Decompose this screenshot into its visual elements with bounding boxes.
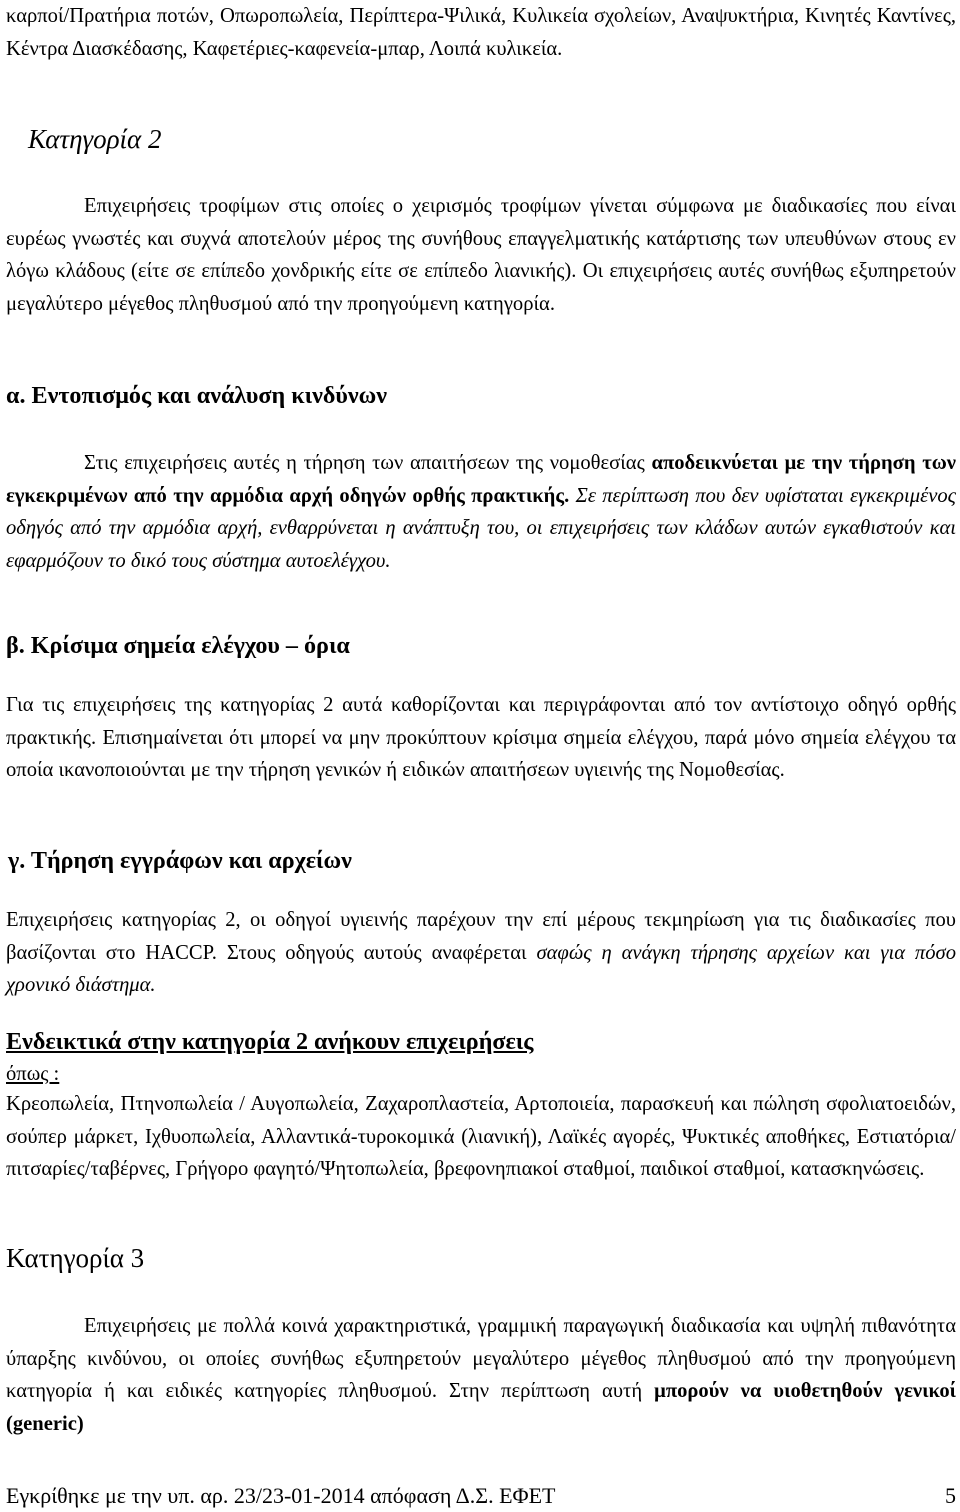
page-footer (6, 1482, 956, 1510)
category-2-paragraph: Επιχειρήσεις τροφίμων στις οποίες ο χειρισμός τροφίμων γίνεται σύμφωνα με διαδικασίες που είναι ευρέως γνωστές και συχνά αποτελούν μέρος της συνήθους επαγγελματικής κατάρτισης των υπευθύνων στους εν λόγω κλάδους (είτε σε επίπεδο χονδρικής είτε σε επίπεδο λιανικής). Οι επιχειρήσεις αυτές συνήθως εξυπηρετούν μεγαλύτερο μέγεθος πληθυσμού από την προηγούμενη κατηγορία. (6, 195, 956, 315)
section-b-paragraph: Για τις επιχειρήσεις της κατηγορίας 2 αυτά καθορίζονται και περιγράφονται από τον αντίστοιχο οδηγό ορθής πρακτικής. Επισημαίνεται ότι μπορεί να μην προκύπτουν κρίσιμα σημεία ελέγχου, παρά μόνο σημεία ελέγχου τα οποία ικανοποιούνται με την τήρηση γενικών ή ειδικών απαιτήσεων υγιεινής της Νομοθεσίας. (6, 694, 956, 781)
examples-2-paragraph: Κρεοπωλεία, Πτηνοπωλεία / Αυγοπωλεία, Ζαχαροπλαστεία, Αρτοποιεία, παρασκευή και πώληση σφολιατοειδών, σούπερ μάρκετ, Ιχθυοπωλεία, Αλλαντικά-τυροκομικά (λιανική), Λαϊκές αγορές, Ψυκτικές αποθήκες, Εστιατόρια/πιτσαρίες/ταβέρνες, Γρήγορο φαγητό/Ψητοπωλεία, βρεφονηπιακοί σταθμοί, παιδικοί σταθμοί, κατασκηνώσεις. (6, 1093, 956, 1180)
section-a-italic-text: Σε περίπτωση που δεν υφίσταται εγκεκριμένος οδηγός από την αρμόδια αρχή, ενθαρρύνεται η ανάπτυξη του, οι επιχειρήσεις των κλάδων αυτών εγκαθιστούν και εφαρμόζουν το δικό τους σύστημα αυτοελέγχου. (6, 484, 956, 572)
examples-2-heading: Ενδεικτικά στην κατηγορία 2 ανήκουν επιχειρήσεις (6, 1029, 534, 1055)
section-b-heading: β. Κρίσιμα σημεία ελέγχου – όρια (6, 633, 350, 659)
category-2-heading: Κατηγορία 2 (28, 124, 162, 154)
section-c-italic-text: σαφώς η ανάγκη τήρησης αρχείων και για πόσο χρονικό διάστημα. (6, 941, 957, 996)
category-3-paragraph (6, 1310, 956, 1440)
category-3-heading: Κατηγορία 3 (6, 1243, 145, 1273)
category-3-bold-text: μπορούν να υιοθετηθούν γενικοί (generic) (6, 1380, 956, 1435)
footer-approval-text: Εγκρίθηκε με την υπ. αρ. 23/23-01-2014 απόφαση Δ.Σ. ΕΦΕΤ (6, 1483, 556, 1508)
section-c-text: Επιχειρήσεις κατηγορίας 2, οι οδηγοί υγιεινής παρέχουν την επί μέρους τεκμηρίωση για τις διαδικασίες που βασίζονται στο HACCP. Στους οδηγούς αυτούς αναφέρεται (6, 909, 956, 964)
examples-2-subheading: όπως : (6, 1063, 60, 1085)
section-c-paragraph (6, 904, 956, 1002)
section-a-bold-text: αποδεικνύεται με την τήρηση των εγκεκριμένων από την αρμόδια αρχή οδηγών ορθής πρακτικής. (6, 452, 956, 507)
section-a-heading: α. Εντοπισμός και ανάλυση κινδύνων (6, 383, 388, 409)
intro-paragraph: καρποί/Πρατήρια ποτών, Οπωροπωλεία, Περίπτερα-Ψιλικά, Κυλικεία σχολείων, Αναψυκτήρια, Κινητές Καντίνες, Κέντρα Διασκέδασης, Καφετέριες-καφενεία-μπαρ, Λοιπά κυλικεία. (6, 5, 956, 60)
section-a-text: Στις επιχειρήσεις αυτές η τήρηση των απαιτήσεων της νομοθεσίας (84, 452, 645, 474)
section-a-paragraph (6, 447, 956, 577)
section-c-heading: γ. Τήρηση εγγράφων και αρχείων (8, 848, 352, 874)
page-number: 5 (945, 1483, 956, 1508)
category-3-text: Επιχειρήσεις με πολλά κοινά χαρακτηριστικά, γραμμική παραγωγική διαδικασία και υψηλή πιθανότητα ύπαρξης κινδύνου, οι οποίες συνήθως εξυπηρετούν μεγαλύτερο μέγεθος πληθυσμού από την προηγούμενη κατηγορία ή και ειδικές κατηγορίες πληθυσμού. Στην περίπτωση αυτή (6, 1315, 956, 1402)
